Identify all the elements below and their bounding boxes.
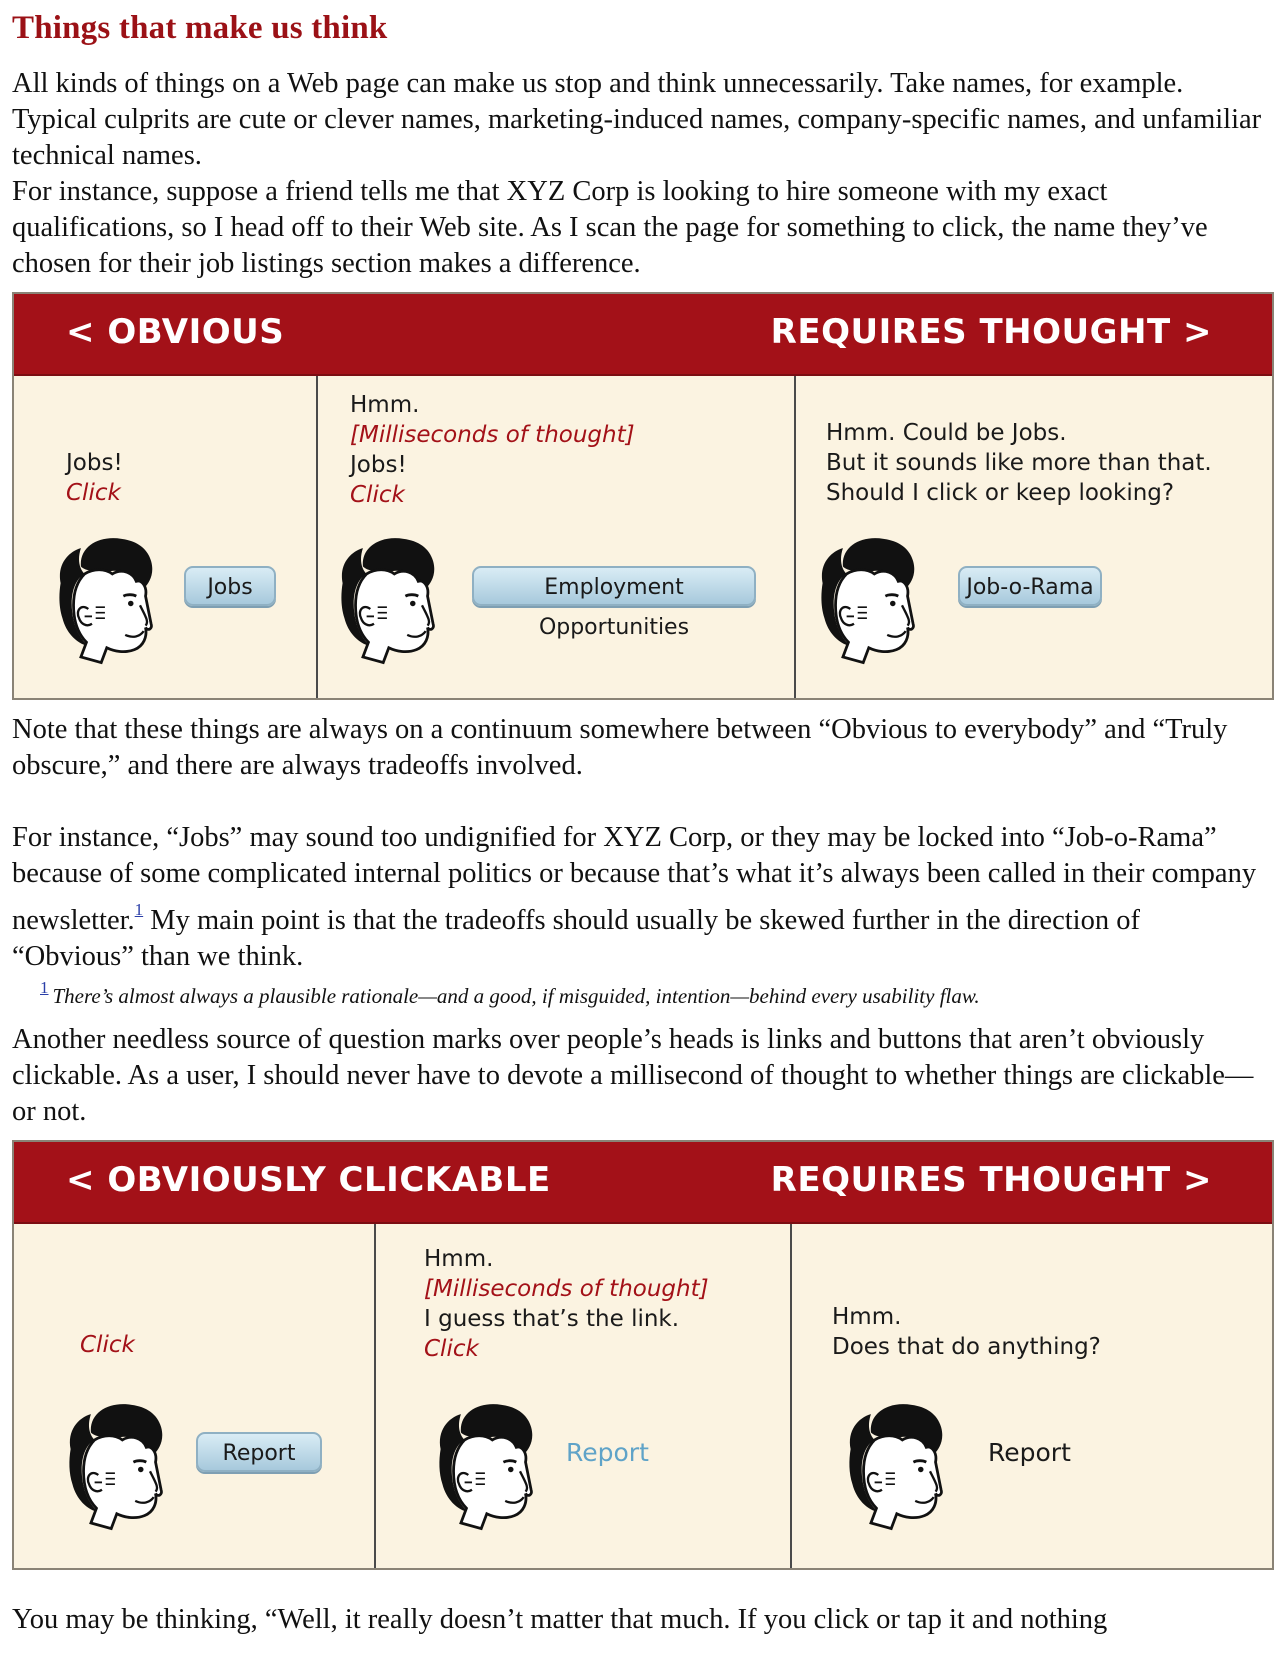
caption-milliseconds — [424, 1244, 709, 1364]
column-divider — [374, 1224, 376, 1568]
caption-line: I guess that’s the link. — [424, 1306, 680, 1332]
caption-line: Hmm. Could be Jobs. — [826, 420, 1067, 446]
report-plain-text: Report — [988, 1438, 1071, 1467]
employment-opportunities-button[interactable]: Employment Opportunities — [472, 566, 756, 606]
caption-does-anything — [832, 1302, 1101, 1362]
paragraph-closing: You may be thinking, “Well, it really doesn’t matter that much. If you click or tap it and nothing — [12, 1604, 1108, 1635]
caption-obviously-clickable — [80, 1330, 135, 1360]
banner-left-label: < OBVIOUSLY CLICKABLE — [66, 1160, 551, 1200]
report-button[interactable]: Report — [196, 1432, 322, 1472]
caption-click: Click — [80, 1332, 135, 1358]
caption-line: Should I click or keep looking? — [826, 480, 1175, 506]
footnote-link[interactable]: 1 — [134, 900, 144, 919]
caption-line: Hmm. — [832, 1304, 902, 1330]
caption-milliseconds — [350, 390, 635, 510]
footnote-number-link[interactable]: 1 — [40, 978, 49, 997]
caption-click: Click — [350, 482, 405, 508]
thinking-man-icon — [834, 1388, 954, 1538]
section-heading: Things that make us think — [12, 10, 388, 46]
banner-left-label: < OBVIOUS — [66, 312, 285, 352]
footnote-text: There’s almost always a plausible rationale—and a good, if misguided, intention—behind every usability flaw. — [52, 984, 980, 1008]
banner-right-label: REQUIRES THOUGHT > — [770, 1160, 1212, 1200]
caption-line: But it sounds like more than that. — [826, 450, 1212, 476]
caption-line: Jobs! — [350, 452, 407, 478]
paragraph-continuum: Note that these things are always on a continuum somewhere between “Obvious to everybody” and “Truly obscure,” and there are always tradeoffs involved. — [12, 714, 1228, 781]
caption-thought: [Milliseconds of thought] — [424, 1276, 709, 1302]
job-o-rama-button[interactable]: Job-o-Rama — [958, 566, 1102, 606]
column-divider — [794, 376, 796, 698]
caption-obvious — [66, 448, 123, 508]
figure-banner — [14, 294, 1272, 376]
thinking-man-icon — [54, 1388, 174, 1538]
thinking-man-icon — [44, 522, 164, 672]
caption-click: Click — [424, 1336, 479, 1362]
report-link[interactable]: Report — [566, 1438, 649, 1467]
caption-line: Jobs! — [66, 450, 123, 476]
caption-line: Does that do anything? — [832, 1334, 1101, 1360]
paragraph-tradeoffs — [12, 820, 1268, 975]
paragraph-text: For instance, “Jobs” may sound too undignified for XYZ Corp, or they may be locked into “Job-o-Rama” because of some complicated internal politics or because that’s what it’s always been called in their company newsletter. — [12, 822, 1257, 936]
thinking-man-icon — [424, 1388, 544, 1538]
figure-obvious-vs-thought — [12, 292, 1274, 700]
caption-line: Hmm. — [350, 392, 420, 418]
banner-right-label: REQUIRES THOUGHT > — [770, 312, 1212, 352]
caption-thought: [Milliseconds of thought] — [350, 422, 635, 448]
thinking-man-icon — [806, 522, 926, 672]
caption-requires-thought — [826, 418, 1212, 508]
caption-line: Hmm. — [424, 1246, 494, 1272]
paragraph-xyz-corp: For instance, suppose a friend tells me that XYZ Corp is looking to hire someone with my exact qualifications, so I head off to their Web site. As I scan the page for something to click, the name they’ve chosen for their job listings section makes a difference. — [12, 176, 1208, 279]
jobs-button[interactable]: Jobs — [184, 566, 276, 606]
paragraph-text: My main point is that the tradeoffs should usually be skewed further in the direction of “Obvious” than we think. — [12, 905, 1140, 972]
figure-banner — [14, 1142, 1272, 1224]
footnote — [40, 978, 980, 1009]
thinking-man-icon — [326, 522, 446, 672]
caption-click: Click — [66, 480, 121, 506]
column-divider — [790, 1224, 792, 1568]
paragraph-clickable: Another needless source of question marks over people’s heads is links and buttons that aren’t obviously clickable. As a user, I should never have to devote a millisecond of thought to whether things are clickable—or not. — [12, 1024, 1254, 1127]
figure-clickable-vs-thought — [12, 1140, 1274, 1570]
column-divider — [316, 376, 318, 698]
paragraph-names: All kinds of things on a Web page can make us stop and think unnecessarily. Take names, for example. Typical culprits are cute or clever names, marketing-induced names, company-specific names, and unfamiliar technical names. — [12, 68, 1262, 171]
